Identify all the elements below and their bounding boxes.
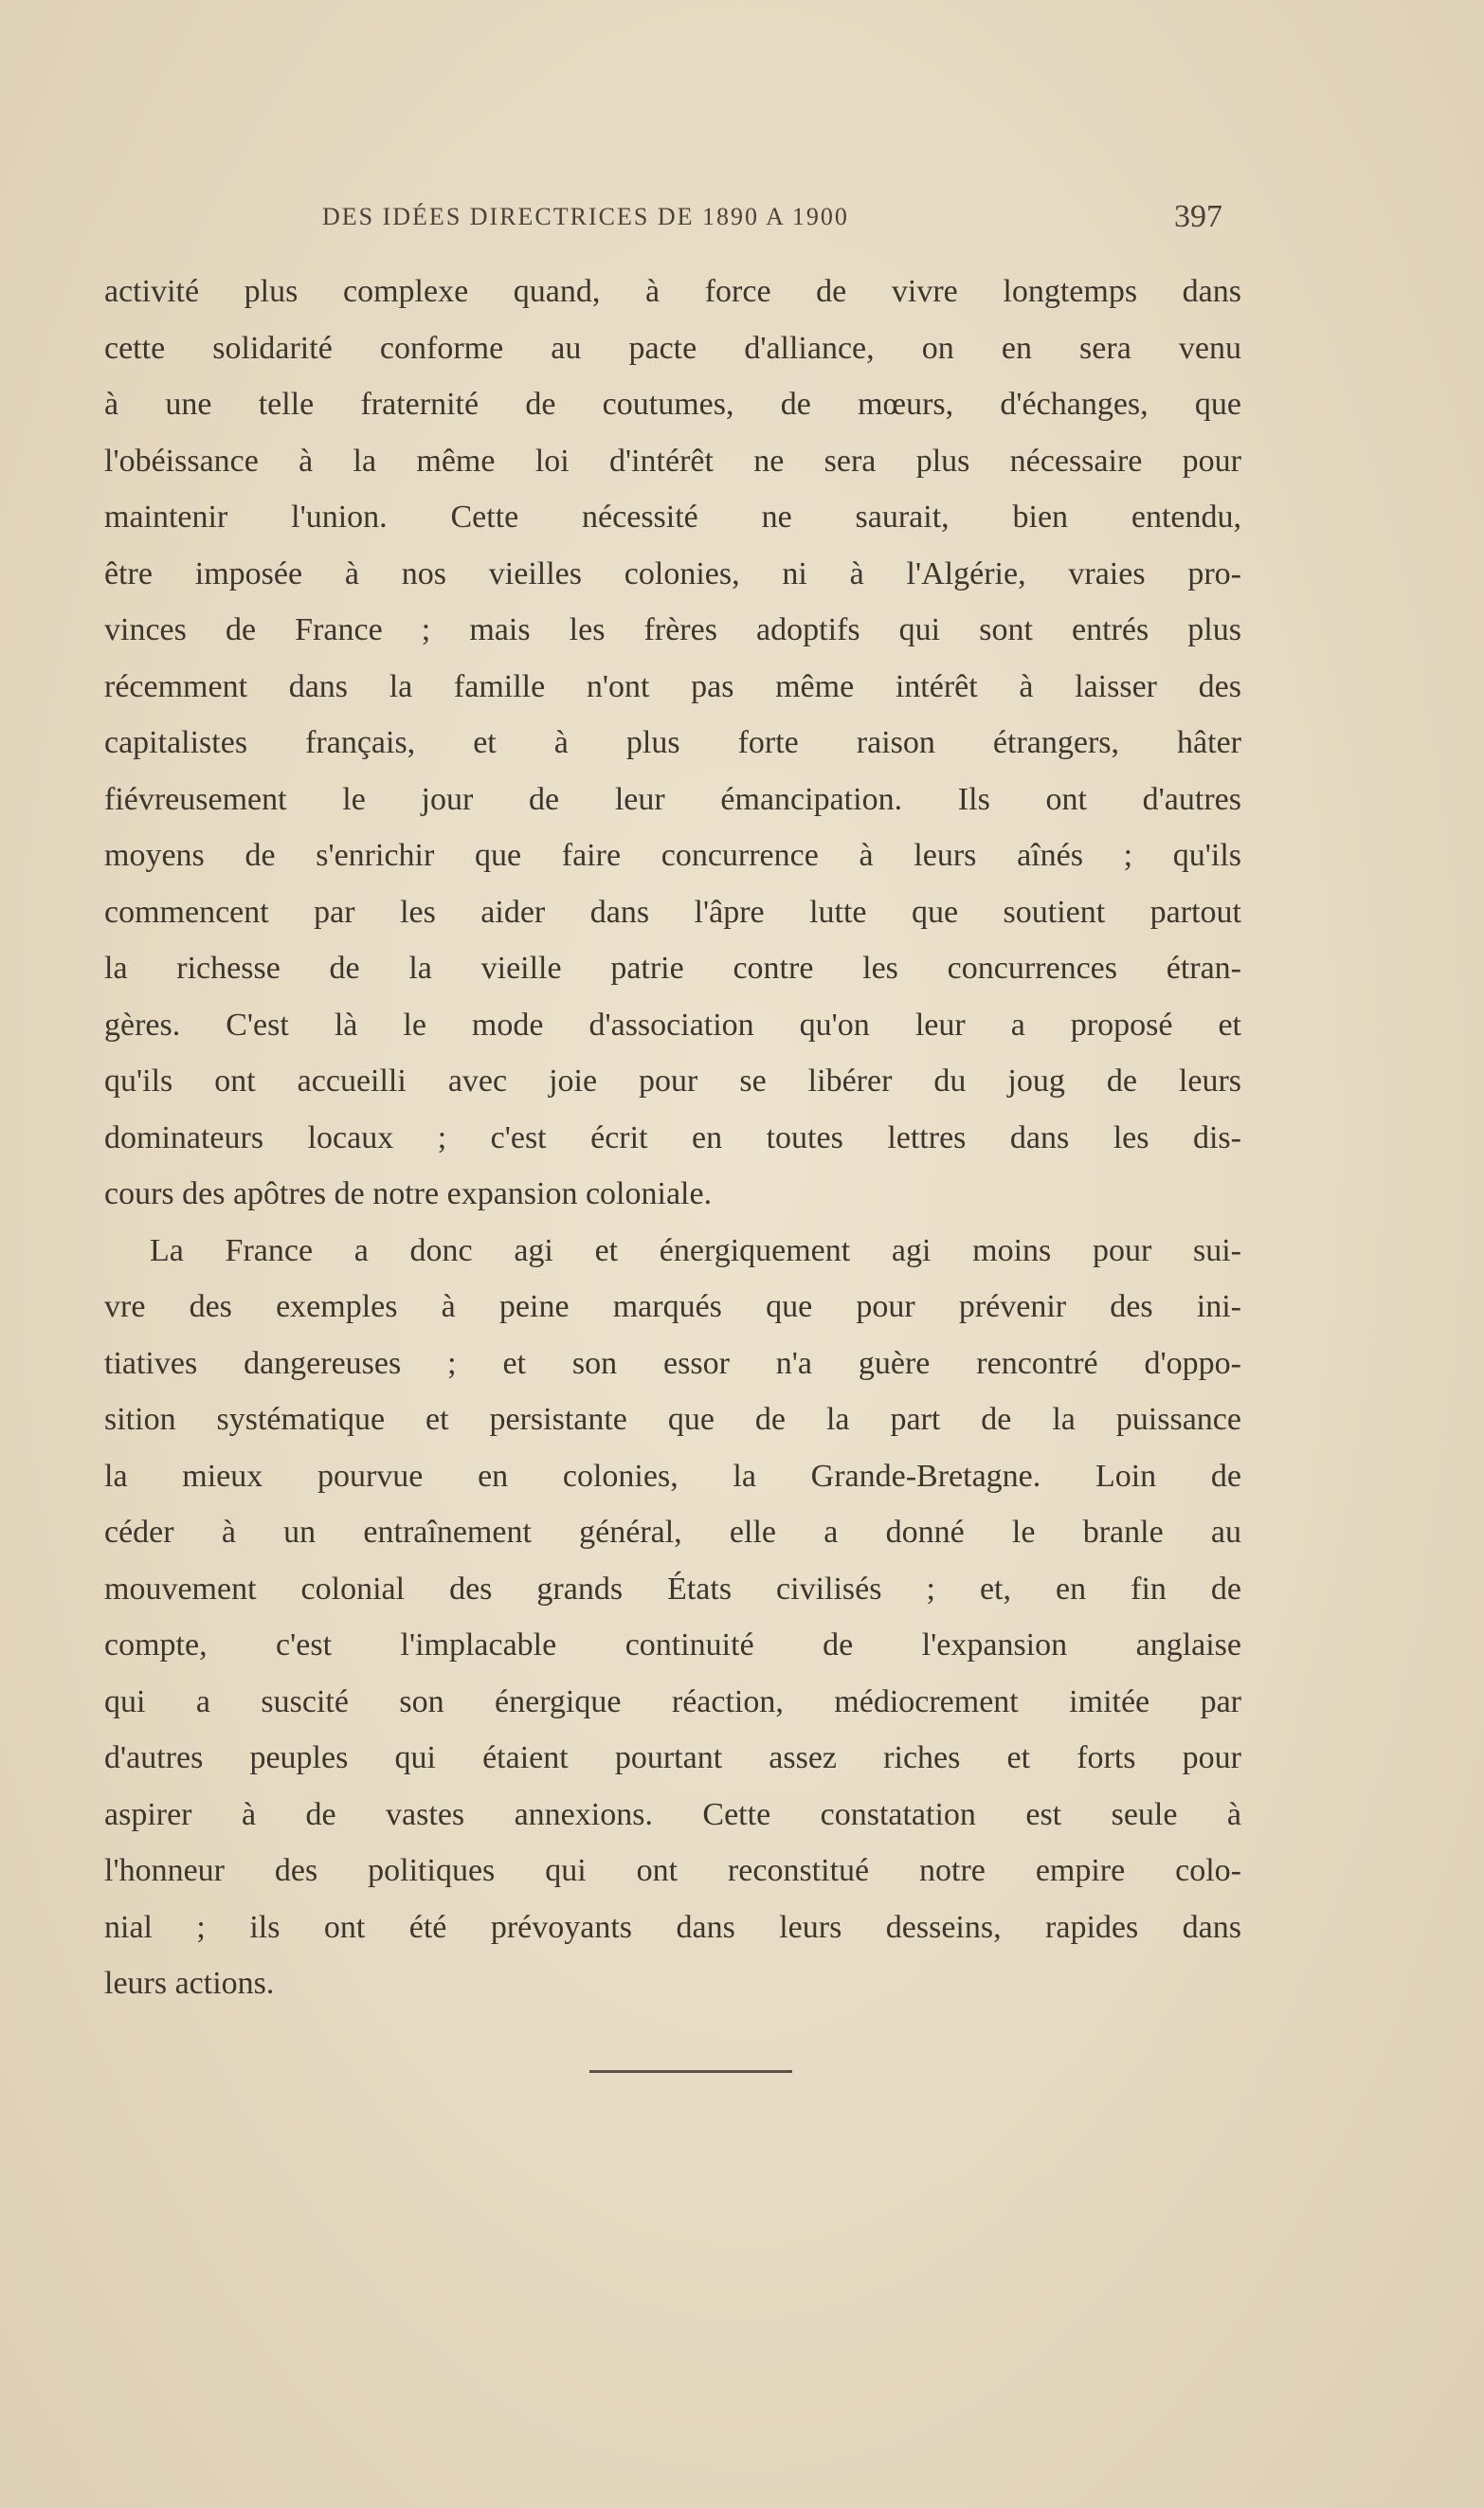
page-header [322,199,1222,250]
text-line: la mieux pourvue en colonies, la Grande-Bretagne. Loin de [104,1458,1241,1494]
text-line: la richesse de la vieille patrie contre les concurrences étran- [104,951,1241,986]
text-line: activité plus complexe quand, à force de vivre longtemps dans [104,274,1241,309]
body-text [104,264,1241,2012]
end-rule-divider [589,2070,792,2073]
text-line: tiatives dangereuses ; et son essor n'a guère rencontré d'oppo- [104,1345,1241,1381]
text-line: maintenir l'union. Cette nécessité ne saurait, bien entendu, [104,500,1241,535]
text-line: cours des apôtres de notre expansion coloniale. [104,1176,713,1211]
text-line: récemment dans la famille n'ont pas même intérêt à laisser des [104,668,1241,704]
text-line: commencent par les aider dans l'âpre lutte que soutient partout [104,894,1241,930]
text-line: vre des exemples à peine marqués que pour prévenir des ini- [104,1289,1241,1324]
text-line: gères. C'est là le mode d'association qu'on leur a proposé et [104,1007,1241,1043]
text-line: moyens de s'enrichir que faire concurrence à leurs aînés ; qu'ils [104,838,1241,873]
text-line: La France a donc agi et énergiquement agi moins pour sui- [150,1232,1241,1268]
running-head: DES IDÉES DIRECTRICES DE 1890 A 1900 [322,203,849,230]
text-line: cette solidarité conforme au pacte d'alliance, on en sera venu [104,330,1241,366]
text-line: à une telle fraternité de coutumes, de mœurs, d'échanges, que [104,387,1241,422]
text-line: aspirer à de vastes annexions. Cette constatation est seule à [104,1796,1241,1832]
text-line: être imposée à nos vieilles colonies, ni à l'Algérie, vraies pro- [104,555,1241,591]
page-number: 397 [1174,199,1222,234]
text-line: dominateurs locaux ; c'est écrit en toutes lettres dans les dis- [104,1119,1241,1155]
text-line: fiévreusement le jour de leur émancipation. Ils ont d'autres [104,781,1241,817]
text-line: nial ; ils ont été prévoyants dans leurs desseins, rapides dans [104,1909,1241,1945]
paragraph-1 [104,264,1241,1223]
text-line: vinces de France ; mais les frères adoptifs qui sont entrés plus [104,612,1241,647]
text-line: qui a suscité son énergique réaction, médiocrement imitée par [104,1683,1241,1719]
text-line: capitalistes français, et à plus forte raison étrangers, hâter [104,725,1241,760]
text-line: l'honneur des politiques qui ont reconstitué notre empire colo- [104,1853,1241,1888]
text-line: leurs actions. [104,1966,275,2001]
text-line: l'obéissance à la même loi d'intérêt ne sera plus nécessaire pour [104,443,1241,479]
text-line: compte, c'est l'implacable continuité de l'expansion anglaise [104,1627,1241,1663]
text-line: d'autres peuples qui étaient pourtant assez riches et forts pour [104,1740,1241,1775]
text-line: céder à un entraînement général, elle a donné le branle au [104,1515,1241,1550]
text-line: mouvement colonial des grands États civilisés ; et, en fin de [104,1571,1241,1607]
text-line: sition systématique et persistante que de la part de la puissance [104,1402,1241,1437]
paragraph-2 [104,1223,1241,2012]
text-line: qu'ils ont accueilli avec joie pour se libérer du joug de leurs [104,1063,1241,1099]
